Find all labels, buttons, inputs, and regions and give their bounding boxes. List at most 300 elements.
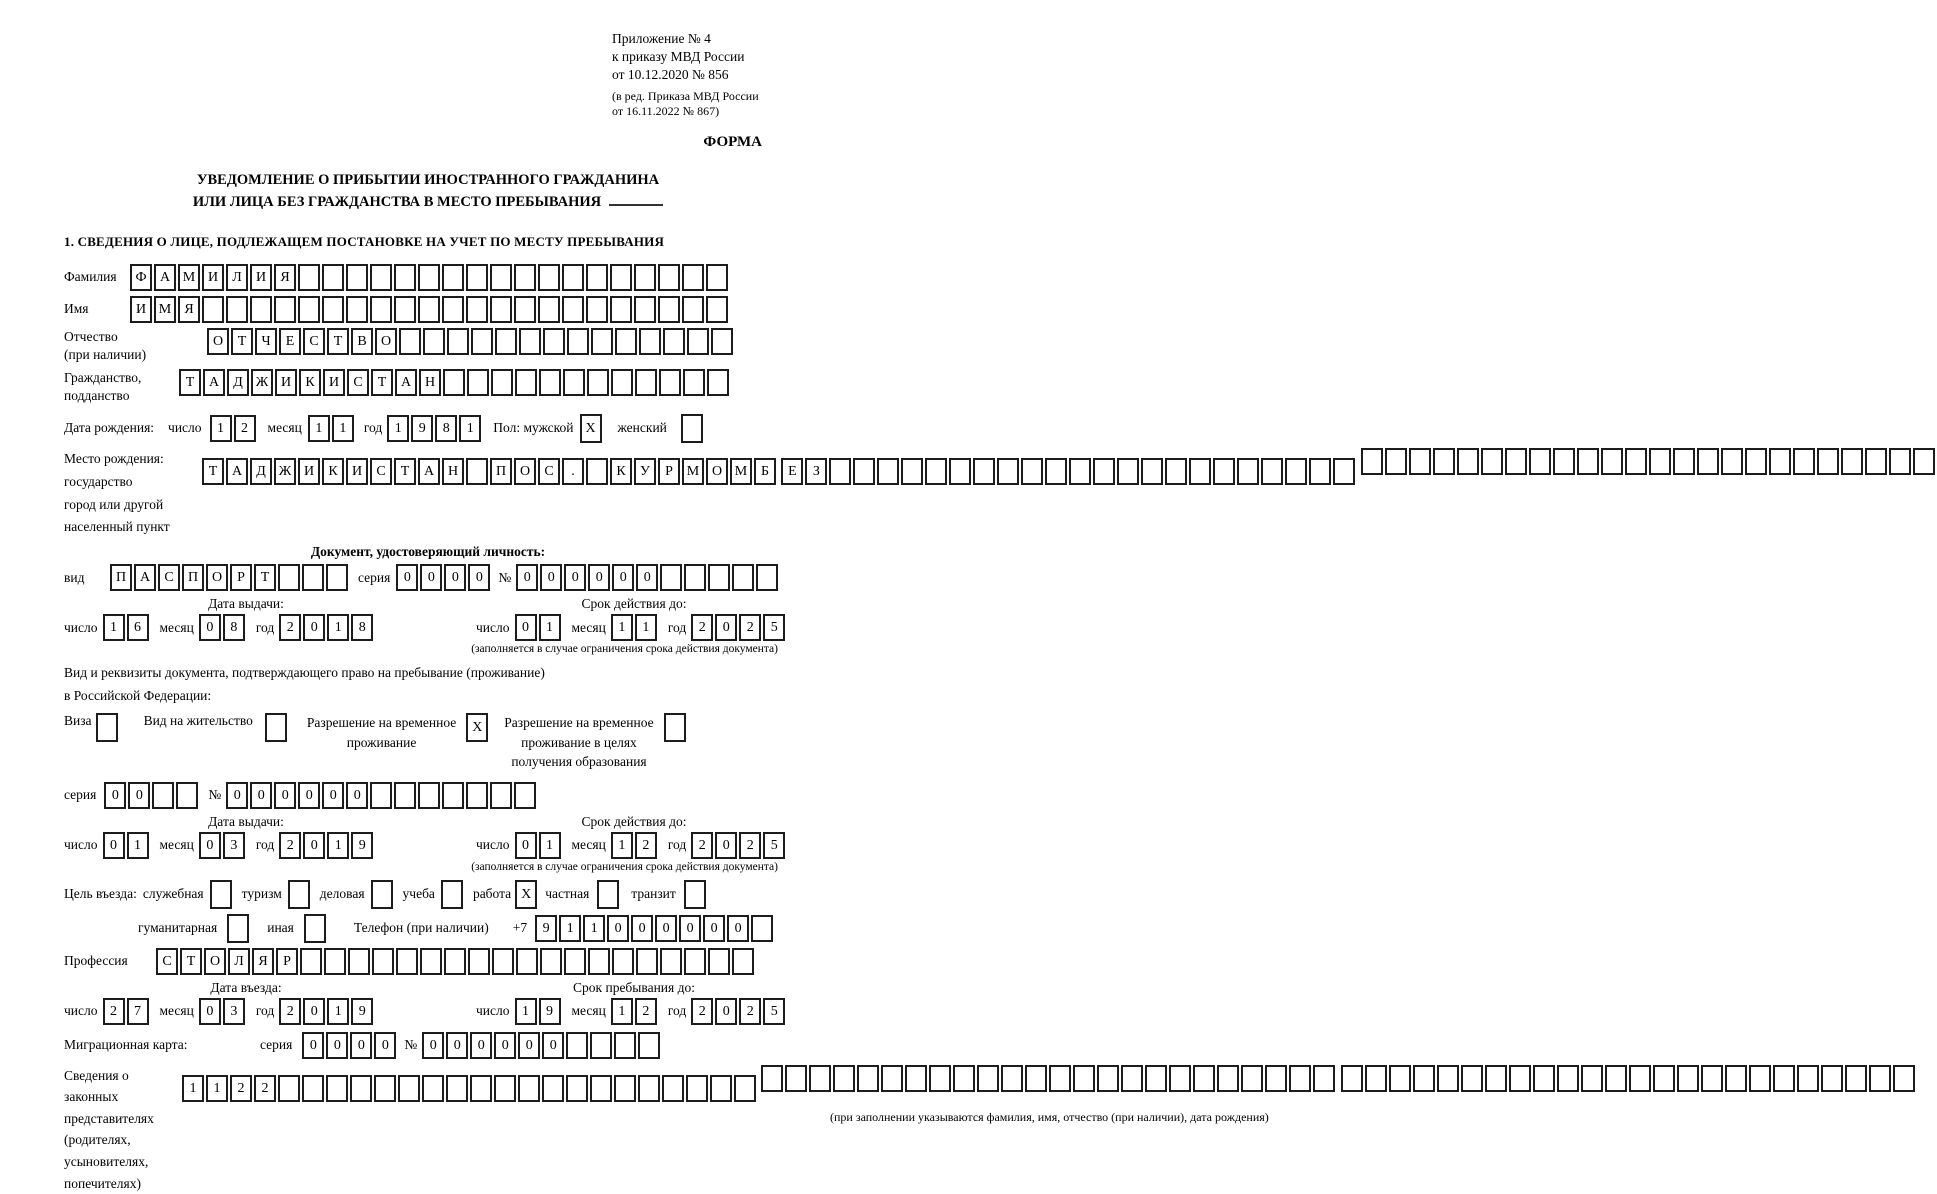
char-cell[interactable]: 0	[612, 564, 634, 591]
char-cell[interactable]: А	[226, 458, 248, 485]
char-cell[interactable]: 0	[715, 614, 737, 641]
char-cell[interactable]	[467, 369, 489, 396]
char-cell[interactable]: 1	[611, 998, 633, 1025]
char-cell[interactable]: 1	[611, 832, 633, 859]
char-cell[interactable]	[1045, 458, 1067, 485]
char-cell[interactable]: 2	[234, 415, 256, 442]
char-cell[interactable]: 0	[518, 1032, 540, 1059]
char-cell[interactable]	[1673, 448, 1695, 475]
char-cell[interactable]: 0	[703, 915, 725, 942]
char-cell[interactable]	[1841, 448, 1863, 475]
char-cell[interactable]: А	[203, 369, 225, 396]
char-cell[interactable]: 1	[611, 614, 633, 641]
char-cell[interactable]	[1821, 1065, 1843, 1092]
char-cell[interactable]	[441, 880, 463, 909]
char-cell[interactable]	[732, 564, 754, 591]
char-cell[interactable]: 2	[691, 832, 713, 859]
char-cell[interactable]	[468, 948, 490, 975]
char-cell[interactable]	[751, 915, 773, 942]
char-cell[interactable]	[490, 296, 512, 323]
char-cell[interactable]	[298, 264, 320, 291]
char-cell[interactable]	[350, 1075, 372, 1102]
char-cell[interactable]	[324, 948, 346, 975]
char-cell[interactable]: 1	[210, 415, 232, 442]
char-cell[interactable]	[1333, 458, 1355, 485]
char-cell[interactable]	[398, 1075, 420, 1102]
char-cell[interactable]: 8	[351, 614, 373, 641]
char-cell[interactable]	[1289, 1065, 1311, 1092]
char-cell[interactable]: 0	[631, 915, 653, 942]
char-cell[interactable]	[1021, 458, 1043, 485]
char-cell[interactable]	[1629, 1065, 1651, 1092]
char-cell[interactable]	[1461, 1065, 1483, 1092]
char-cell[interactable]	[471, 328, 493, 355]
char-cell[interactable]	[662, 1075, 684, 1102]
char-cell[interactable]: П	[490, 458, 512, 485]
char-cell[interactable]	[1869, 1065, 1891, 1092]
char-cell[interactable]: И	[346, 458, 368, 485]
char-cell[interactable]: 0	[274, 782, 296, 809]
char-cell[interactable]: 0	[636, 564, 658, 591]
char-cell[interactable]	[1773, 1065, 1795, 1092]
char-cell[interactable]	[638, 1032, 660, 1059]
char-cell[interactable]	[516, 948, 538, 975]
char-cell[interactable]	[302, 1075, 324, 1102]
char-cell[interactable]	[1721, 448, 1743, 475]
char-cell[interactable]	[1365, 1065, 1387, 1092]
char-cell[interactable]: А	[395, 369, 417, 396]
char-cell[interactable]	[443, 369, 465, 396]
char-cell[interactable]: 3	[223, 998, 245, 1025]
char-cell[interactable]	[470, 1075, 492, 1102]
char-cell[interactable]: Т	[202, 458, 224, 485]
char-cell[interactable]	[660, 564, 682, 591]
char-cell[interactable]	[278, 564, 300, 591]
char-cell[interactable]	[591, 328, 613, 355]
char-cell[interactable]	[518, 1075, 540, 1102]
char-cell[interactable]	[615, 328, 637, 355]
char-cell[interactable]: Е	[279, 328, 301, 355]
char-cell[interactable]	[663, 328, 685, 355]
char-cell[interactable]	[562, 296, 584, 323]
char-cell[interactable]	[1625, 448, 1647, 475]
char-cell[interactable]: Д	[227, 369, 249, 396]
char-cell[interactable]	[540, 948, 562, 975]
char-cell[interactable]: 0	[303, 832, 325, 859]
char-cell[interactable]	[446, 1075, 468, 1102]
char-cell[interactable]: 2	[635, 832, 657, 859]
char-cell[interactable]	[660, 948, 682, 975]
char-cell[interactable]	[515, 369, 537, 396]
char-cell[interactable]	[1093, 458, 1115, 485]
char-cell[interactable]	[300, 948, 322, 975]
char-cell[interactable]: 0	[226, 782, 248, 809]
char-cell[interactable]	[684, 564, 706, 591]
char-cell[interactable]: Ж	[274, 458, 296, 485]
char-cell[interactable]	[1845, 1065, 1867, 1092]
char-cell[interactable]: 0	[326, 1032, 348, 1059]
char-cell[interactable]	[809, 1065, 831, 1092]
char-cell[interactable]	[348, 948, 370, 975]
char-cell[interactable]: X	[466, 713, 488, 742]
char-cell[interactable]	[374, 1075, 396, 1102]
char-cell[interactable]: Б	[754, 458, 776, 485]
char-cell[interactable]	[857, 1065, 879, 1092]
char-cell[interactable]	[785, 1065, 807, 1092]
char-cell[interactable]	[492, 948, 514, 975]
char-cell[interactable]: О	[375, 328, 397, 355]
char-cell[interactable]: Ч	[255, 328, 277, 355]
char-cell[interactable]	[711, 328, 733, 355]
char-cell[interactable]: 0	[396, 564, 418, 591]
char-cell[interactable]: 9	[351, 832, 373, 859]
char-cell[interactable]: Я	[274, 264, 296, 291]
char-cell[interactable]	[418, 782, 440, 809]
char-cell[interactable]	[370, 782, 392, 809]
char-cell[interactable]: 1	[127, 832, 149, 859]
char-cell[interactable]	[1361, 448, 1383, 475]
char-cell[interactable]	[423, 328, 445, 355]
char-cell[interactable]	[202, 296, 224, 323]
char-cell[interactable]	[1509, 1065, 1531, 1092]
char-cell[interactable]	[538, 296, 560, 323]
char-cell[interactable]: 1	[327, 998, 349, 1025]
char-cell[interactable]: 9	[351, 998, 373, 1025]
char-cell[interactable]: 0	[422, 1032, 444, 1059]
char-cell[interactable]	[210, 880, 232, 909]
char-cell[interactable]: О	[706, 458, 728, 485]
char-cell[interactable]	[684, 880, 706, 909]
char-cell[interactable]	[1701, 1065, 1723, 1092]
char-cell[interactable]: 2	[254, 1075, 276, 1102]
char-cell[interactable]	[370, 264, 392, 291]
char-cell[interactable]: 2	[279, 832, 301, 859]
char-cell[interactable]	[1649, 448, 1671, 475]
char-cell[interactable]	[1481, 448, 1503, 475]
char-cell[interactable]	[634, 296, 656, 323]
char-cell[interactable]: 0	[494, 1032, 516, 1059]
char-cell[interactable]	[152, 782, 174, 809]
char-cell[interactable]	[687, 328, 709, 355]
char-cell[interactable]: 5	[763, 614, 785, 641]
char-cell[interactable]	[538, 264, 560, 291]
char-cell[interactable]	[1769, 448, 1791, 475]
char-cell[interactable]	[586, 458, 608, 485]
char-cell[interactable]: Р	[230, 564, 252, 591]
char-cell[interactable]	[853, 458, 875, 485]
char-cell[interactable]	[614, 1075, 636, 1102]
char-cell[interactable]: Т	[179, 369, 201, 396]
char-cell[interactable]	[1581, 1065, 1603, 1092]
char-cell[interactable]: С	[156, 948, 178, 975]
char-cell[interactable]	[610, 296, 632, 323]
char-cell[interactable]: 0	[715, 998, 737, 1025]
char-cell[interactable]: 0	[346, 782, 368, 809]
char-cell[interactable]	[682, 264, 704, 291]
char-cell[interactable]	[250, 296, 272, 323]
char-cell[interactable]: Т	[180, 948, 202, 975]
char-cell[interactable]: М	[682, 458, 704, 485]
char-cell[interactable]	[612, 948, 634, 975]
char-cell[interactable]	[1577, 448, 1599, 475]
char-cell[interactable]: 5	[763, 832, 785, 859]
char-cell[interactable]	[304, 914, 326, 943]
char-cell[interactable]: М	[154, 296, 176, 323]
char-cell[interactable]: 2	[230, 1075, 252, 1102]
char-cell[interactable]: 9	[535, 915, 557, 942]
char-cell[interactable]	[514, 782, 536, 809]
char-cell[interactable]: 0	[446, 1032, 468, 1059]
char-cell[interactable]: О	[204, 948, 226, 975]
char-cell[interactable]	[1341, 1065, 1363, 1092]
char-cell[interactable]: 0	[298, 782, 320, 809]
char-cell[interactable]: К	[322, 458, 344, 485]
char-cell[interactable]	[519, 328, 541, 355]
char-cell[interactable]	[494, 1075, 516, 1102]
char-cell[interactable]	[732, 948, 754, 975]
char-cell[interactable]: С	[158, 564, 180, 591]
char-cell[interactable]	[1069, 458, 1091, 485]
char-cell[interactable]	[326, 1075, 348, 1102]
char-cell[interactable]	[1213, 458, 1235, 485]
char-cell[interactable]: 0	[199, 614, 221, 641]
char-cell[interactable]	[1049, 1065, 1071, 1092]
char-cell[interactable]	[226, 296, 248, 323]
char-cell[interactable]	[288, 880, 310, 909]
char-cell[interactable]: 0	[322, 782, 344, 809]
char-cell[interactable]	[1893, 1065, 1915, 1092]
char-cell[interactable]: Л	[226, 264, 248, 291]
char-cell[interactable]: Т	[394, 458, 416, 485]
char-cell[interactable]: Ж	[251, 369, 273, 396]
char-cell[interactable]	[1241, 1065, 1263, 1092]
char-cell[interactable]: X	[580, 414, 602, 443]
char-cell[interactable]	[905, 1065, 927, 1092]
char-cell[interactable]: 0	[516, 564, 538, 591]
char-cell[interactable]: М	[730, 458, 752, 485]
char-cell[interactable]	[1313, 1065, 1335, 1092]
char-cell[interactable]: И	[130, 296, 152, 323]
char-cell[interactable]	[614, 1032, 636, 1059]
char-cell[interactable]	[1265, 1065, 1287, 1092]
char-cell[interactable]: Е	[781, 458, 803, 485]
char-cell[interactable]: И	[275, 369, 297, 396]
char-cell[interactable]: Д	[250, 458, 272, 485]
char-cell[interactable]	[346, 296, 368, 323]
char-cell[interactable]: 0	[515, 832, 537, 859]
char-cell[interactable]	[973, 458, 995, 485]
char-cell[interactable]	[756, 564, 778, 591]
char-cell[interactable]	[298, 296, 320, 323]
char-cell[interactable]	[1217, 1065, 1239, 1092]
char-cell[interactable]	[1605, 1065, 1627, 1092]
char-cell[interactable]: 1	[308, 415, 330, 442]
char-cell[interactable]: В	[351, 328, 373, 355]
char-cell[interactable]	[761, 1065, 783, 1092]
char-cell[interactable]	[1745, 448, 1767, 475]
char-cell[interactable]	[491, 369, 513, 396]
char-cell[interactable]: 2	[103, 998, 125, 1025]
char-cell[interactable]: 0	[588, 564, 610, 591]
char-cell[interactable]	[418, 264, 440, 291]
char-cell[interactable]: 0	[542, 1032, 564, 1059]
char-cell[interactable]: У	[634, 458, 656, 485]
char-cell[interactable]: А	[154, 264, 176, 291]
char-cell[interactable]	[1237, 458, 1259, 485]
char-cell[interactable]	[1189, 458, 1211, 485]
char-cell[interactable]	[1413, 1065, 1435, 1092]
char-cell[interactable]: 1	[539, 832, 561, 859]
char-cell[interactable]: С	[303, 328, 325, 355]
char-cell[interactable]	[302, 564, 324, 591]
char-cell[interactable]	[638, 1075, 660, 1102]
char-cell[interactable]	[1749, 1065, 1771, 1092]
char-cell[interactable]	[682, 296, 704, 323]
char-cell[interactable]	[1725, 1065, 1747, 1092]
char-cell[interactable]: 1	[206, 1075, 228, 1102]
char-cell[interactable]	[1793, 448, 1815, 475]
char-cell[interactable]	[901, 458, 923, 485]
char-cell[interactable]: 0	[515, 614, 537, 641]
char-cell[interactable]	[1169, 1065, 1191, 1092]
char-cell[interactable]: 3	[223, 832, 245, 859]
char-cell[interactable]: Т	[327, 328, 349, 355]
char-cell[interactable]	[664, 713, 686, 742]
char-cell[interactable]: 0	[303, 998, 325, 1025]
char-cell[interactable]	[394, 782, 416, 809]
char-cell[interactable]	[227, 914, 249, 943]
char-cell[interactable]: 0	[444, 564, 466, 591]
char-cell[interactable]	[1677, 1065, 1699, 1092]
char-cell[interactable]	[278, 1075, 300, 1102]
char-cell[interactable]: 0	[727, 915, 749, 942]
char-cell[interactable]	[444, 948, 466, 975]
char-cell[interactable]	[1529, 448, 1551, 475]
char-cell[interactable]	[635, 369, 657, 396]
char-cell[interactable]	[681, 414, 703, 443]
char-cell[interactable]	[1553, 448, 1575, 475]
char-cell[interactable]: 0	[715, 832, 737, 859]
char-cell[interactable]	[1865, 448, 1887, 475]
char-cell[interactable]: 2	[279, 998, 301, 1025]
char-cell[interactable]: Т	[254, 564, 276, 591]
char-cell[interactable]	[881, 1065, 903, 1092]
char-cell[interactable]	[564, 948, 586, 975]
char-cell[interactable]: 9	[539, 998, 561, 1025]
char-cell[interactable]	[422, 1075, 444, 1102]
char-cell[interactable]: Я	[178, 296, 200, 323]
char-cell[interactable]: 0	[374, 1032, 396, 1059]
char-cell[interactable]: 0	[607, 915, 629, 942]
char-cell[interactable]	[1141, 458, 1163, 485]
char-cell[interactable]	[829, 458, 851, 485]
char-cell[interactable]	[514, 264, 536, 291]
char-cell[interactable]: 5	[763, 998, 785, 1025]
char-cell[interactable]	[1505, 448, 1527, 475]
char-cell[interactable]	[370, 296, 392, 323]
char-cell[interactable]: 2	[739, 998, 761, 1025]
char-cell[interactable]: А	[418, 458, 440, 485]
char-cell[interactable]: 0	[103, 832, 125, 859]
char-cell[interactable]	[1601, 448, 1623, 475]
char-cell[interactable]: О	[206, 564, 228, 591]
char-cell[interactable]: 0	[540, 564, 562, 591]
char-cell[interactable]	[420, 948, 442, 975]
char-cell[interactable]	[466, 264, 488, 291]
char-cell[interactable]	[1437, 1065, 1459, 1092]
char-cell[interactable]	[371, 880, 393, 909]
char-cell[interactable]: 0	[420, 564, 442, 591]
char-cell[interactable]: 1	[559, 915, 581, 942]
char-cell[interactable]: 1	[515, 998, 537, 1025]
char-cell[interactable]	[929, 1065, 951, 1092]
char-cell[interactable]	[953, 1065, 975, 1092]
char-cell[interactable]: 1	[539, 614, 561, 641]
char-cell[interactable]	[1165, 458, 1187, 485]
char-cell[interactable]	[96, 713, 118, 742]
char-cell[interactable]: Р	[276, 948, 298, 975]
char-cell[interactable]: Н	[419, 369, 441, 396]
char-cell[interactable]	[708, 564, 730, 591]
char-cell[interactable]	[1001, 1065, 1023, 1092]
char-cell[interactable]: Т	[231, 328, 253, 355]
char-cell[interactable]: 1	[387, 415, 409, 442]
char-cell[interactable]	[706, 296, 728, 323]
char-cell[interactable]	[610, 264, 632, 291]
char-cell[interactable]: 1	[327, 614, 349, 641]
char-cell[interactable]	[490, 782, 512, 809]
char-cell[interactable]: 0	[303, 614, 325, 641]
char-cell[interactable]: 1	[182, 1075, 204, 1102]
char-cell[interactable]	[1485, 1065, 1507, 1092]
char-cell[interactable]	[447, 328, 469, 355]
char-cell[interactable]	[566, 1032, 588, 1059]
char-cell[interactable]	[394, 264, 416, 291]
char-cell[interactable]	[346, 264, 368, 291]
char-cell[interactable]	[586, 296, 608, 323]
char-cell[interactable]: .	[562, 458, 584, 485]
char-cell[interactable]	[442, 296, 464, 323]
char-cell[interactable]: 2	[739, 832, 761, 859]
char-cell[interactable]	[543, 328, 565, 355]
char-cell[interactable]: 1	[583, 915, 605, 942]
char-cell[interactable]	[1117, 458, 1139, 485]
char-cell[interactable]: 0	[470, 1032, 492, 1059]
char-cell[interactable]	[1533, 1065, 1555, 1092]
char-cell[interactable]	[322, 296, 344, 323]
char-cell[interactable]	[418, 296, 440, 323]
char-cell[interactable]	[542, 1075, 564, 1102]
char-cell[interactable]	[442, 782, 464, 809]
char-cell[interactable]	[684, 948, 706, 975]
char-cell[interactable]: 1	[327, 832, 349, 859]
char-cell[interactable]: К	[299, 369, 321, 396]
char-cell[interactable]	[372, 948, 394, 975]
char-cell[interactable]: 1	[103, 614, 125, 641]
char-cell[interactable]	[274, 296, 296, 323]
char-cell[interactable]	[734, 1075, 756, 1102]
char-cell[interactable]: 2	[279, 614, 301, 641]
char-cell[interactable]: X	[515, 880, 537, 909]
char-cell[interactable]: 0	[468, 564, 490, 591]
char-cell[interactable]: 0	[128, 782, 150, 809]
char-cell[interactable]	[1557, 1065, 1579, 1092]
char-cell[interactable]	[1309, 458, 1331, 485]
char-cell[interactable]	[566, 1075, 588, 1102]
char-cell[interactable]: Я	[252, 948, 274, 975]
char-cell[interactable]	[658, 264, 680, 291]
char-cell[interactable]	[514, 296, 536, 323]
